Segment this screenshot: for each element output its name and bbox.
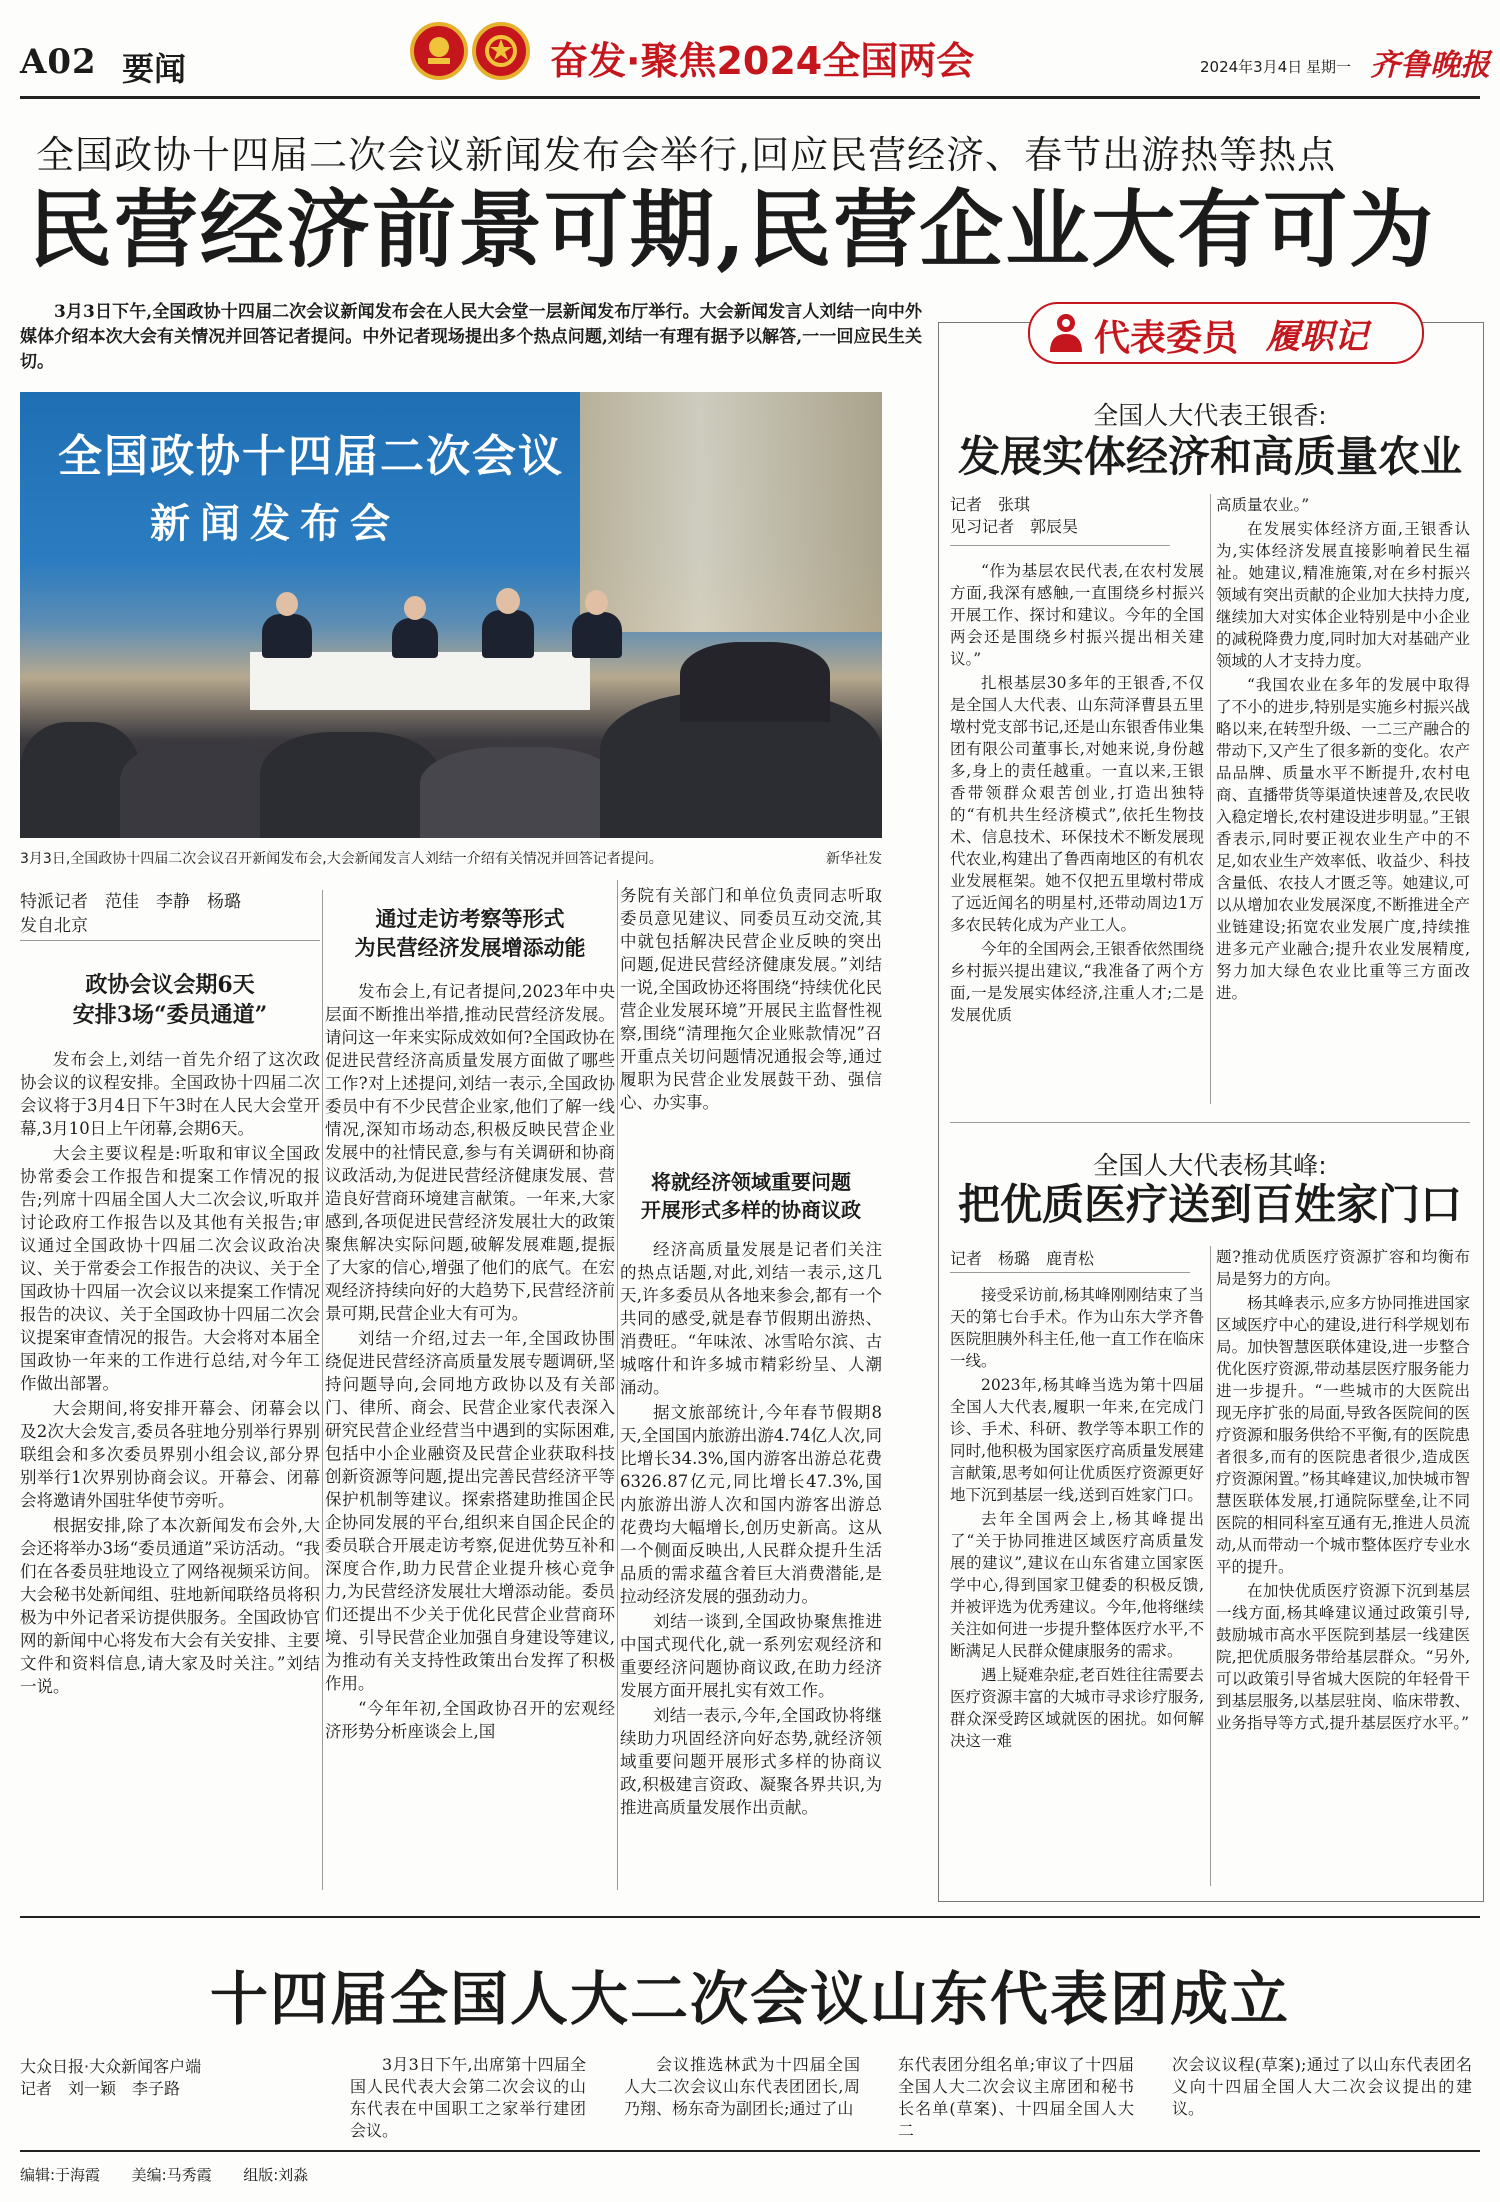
col1-subhead: 政协会议会期6天 安排3场“委员通道”: [72, 972, 268, 1028]
bottom-byline: 大众日报·大众新闻客户端 记者 刘一颖 李子路: [20, 2057, 202, 2098]
col3-body-a: [620, 884, 882, 1116]
footer-rule: [20, 2150, 1480, 2152]
photo-crowd: [680, 642, 830, 722]
paragraph: 发布会上,有记者提问,2023年中央层面不断推出举措,推动民营经济发展。请问这一年来实际成效如何?全国政协在促进民营经济高质量发展方面做了哪些工作?对上述提问,刘结一表示,全国政协委员中有不少民营企业家,他们了解一线情况,深知市场动态,积极反映民营企业发展中的社情民意,参与有关调研和协商议政活动,为促进民营经济健康发展、营造良好营商环境建言献策。一年来,大家感到,各项促进民营经济发展壮大的政策聚焦解决实际问题,破解发展难题,提振了大家的信心,增强了他们的底气。在宏观经济持续向好的大趋势下,民营经济前景可期,民营企业大有可为。: [325, 982, 615, 1323]
footer-designer: 美编:马秀霞: [131, 2166, 212, 2184]
bottom-col-4: 次会议议程(草案);通过了以山东代表团名义向十四届全国人大二次会议提出的建议。: [1172, 2055, 1472, 2118]
photo-person: [482, 610, 534, 658]
paper-name-logo: 齐鲁晚报: [1370, 48, 1490, 83]
photo-person: [262, 614, 312, 658]
col3-subhead: 将就经济领域重要问题 开展形式多样的协商议政: [641, 1170, 861, 1222]
issue-weekday: 星期一: [1306, 58, 1352, 76]
footer-editor: 编辑:于海霞: [20, 2166, 101, 2184]
paragraph: 杨其峰表示,应多方协同推进国家区域医疗中心的建设,进行科学规划布局。加快智慧医联体建设,进一步整合优化医疗资源,带动基层医疗服务能力进一步提升。“一些城市的大医院出现无序扩张的局面,导致各医院间的医疗资源和服务供给不平衡,有的医院患者很多,而有的医院患者很少,造成医疗资源闲置。”杨其峰建议,加快城市智慧医联体发展,打通院际壁垒,让不同医院的相同科室互通有无,推进人员流动,从而带动一个城市整体医疗专业水平的提升。: [1216, 1294, 1470, 1576]
photo-podium: [250, 652, 590, 710]
col3-body-b: [620, 1238, 882, 1821]
story2-byline-rule: [950, 1272, 1190, 1273]
footer-proofreader: 组版:刘淼: [243, 2166, 309, 2184]
lead-byline: 特派记者 范佳 李静 杨璐 发自北京: [20, 892, 241, 936]
cppcc-emblem-icon: [472, 22, 530, 80]
national-emblem-icon: [410, 22, 468, 80]
column-divider: [617, 880, 618, 1890]
story1-kicker: 全国人大代表王银香:: [1093, 401, 1327, 430]
story1-right-body: [1216, 494, 1470, 1006]
paragraph: “作为基层农民代表,在农村发展方面,我深有感触,一直围绕乡村振兴开展工作、探讨和建议。今年的全国两会还是围绕乡村振兴提出相关建议。”: [950, 562, 1204, 668]
paragraph: 遇上疑难杂症,老百姓往往需要去医疗资源丰富的大城市寻求诊疗服务,群众深受跨区域就医的困扰。如何解决这一难: [950, 1666, 1204, 1750]
paragraph: 在加快优质医疗资源下沉到基层一线方面,杨其峰建议通过政策引导,鼓励城市高水平医院到基层一线建医院,把优质服务带给基层群众。“另外,可以政策引导省城大医院的年轻骨干到基层服务,以基层驻岗、临床带教、业务指导等方式,提升基层医疗水平。”: [1216, 1582, 1470, 1732]
paragraph: 据文旅部统计,今年春节假期8天,全国国内旅游出游4.74亿人次,同比增长34.3%,国内游客出游总花费6326.87亿元,同比增长47.3%,国内旅游出游人次和国内游客出游总花费均大幅增长,创历史新高。这从一个侧面反映出,人民群众提升生活品质的需求蕴含着巨大消费潜能,是拉动经济发展的强劲动力。: [620, 1403, 882, 1606]
story-separator: [950, 1122, 1470, 1123]
bottom-headline: 十四届全国人大二次会议山东代表团成立: [209, 1965, 1290, 2033]
photo-backdrop-title-2: 新闻发布会: [150, 500, 400, 547]
story2-right-body: [1216, 1246, 1470, 1736]
paragraph: 扎根基层30多年的王银香,不仅是全国人大代表、山东菏泽曹县五里墩村党支部书记,还是山东银香伟业集团有限公司董事长,对她来说,身份越多,身上的责任越重。一直以来,王银香带领群众艰苦创业,打造出独特的“有机共生经济模式”,依托生物技术、信息技术、环保技术不断发展现代农业,构建出了鲁西南地区的有机农业发展框架。她不仅把五里墩村带成了远近闻名的明星村,还带动周边1万多农民转化成为产业工人。: [950, 674, 1204, 934]
col2-body: [325, 980, 615, 1745]
story1-headline: 发展实体经济和高质量农业: [957, 432, 1462, 481]
masthead-rule: [20, 96, 1480, 99]
paragraph: 根据安排,除了本次新闻发布会外,大会还将举办3场“委员通道”采访活动。“我们在各委员驻地设立了网络视频采访间。大会秘书处新闻组、驻地新闻联络员将积极为中外记者采访提供服务。全国政协官网的新闻中心将发布大会有关安排、主要文件和资料信息,请大家及时关注。”刘结一说。: [20, 1516, 320, 1696]
paragraph: 高质量农业。”: [1216, 496, 1310, 514]
paragraph: “我国农业在多年的发展中取得了不小的进步,特别是实施乡村振兴战略以来,在转型升级、一二三产融合的带动下,又产生了很多新的变化。农产品品牌、质量水平不断提升,农村电商、直播带货等渠道快速普及,农民收入稳定增长,农村建设进步明显。”王银香表示,同时要正视农业生产中的不足,如农业生产效率低、收益少、科技含量低、农技人才匮乏等。她建议,可以从增加农业发展深度,不断推进全产业链建设;拓宽农业发展广度,持续推进多元产业融合;提升农业发展精度,努力加大绿色农业比重等三方面改进。: [1216, 676, 1470, 1002]
story1-left-body: [950, 560, 1204, 1028]
masthead: [0, 0, 1500, 100]
story1-byline-rule: [950, 545, 1170, 546]
footer-credits: [20, 2164, 308, 2185]
paragraph: 在发展实体经济方面,王银香认为,实体经济发展直接影响着民生福祉。她建议,精准施策,对在乡村振兴领域有突出贡献的企业加大扶持力度,继续加大对实体企业特别是中小企业的减税降费力度,同时加大对基础产业领域的人才支持力度。: [1216, 520, 1470, 670]
col1-body: [20, 1048, 320, 1700]
lead-intro: 3月3日下午,全国政协十四届二次会议新闻发布会在人民大会堂一层新闻发布厅举行。大会新闻发言人刘结一向中外媒体介绍本次大会有关情况并回答记者提问。中外记者现场提出多个热点问题,刘结一有理有据予以解答,一一回应民生关切。: [20, 302, 922, 372]
bottom-top-rule: [20, 1916, 1480, 1918]
photo-curtain: [580, 392, 882, 632]
paragraph: “今年年初,全国政协召开的宏观经济形势分析座谈会上,国: [325, 1699, 615, 1741]
photo-caption: 3月3日,全国政协十四届二次会议召开新闻发布会,大会新闻发言人刘结一介绍有关情况并回答记者提问。 新华社发: [20, 848, 882, 868]
bottom-col-3: 东代表团分组名单;审议了十四届全国人大二次会议主席团和秘书长名单(草案)、十四届全国人大二: [898, 2055, 1134, 2140]
paragraph: 题?推动优质医疗资源扩容和均衡布局是努力的方向。: [1216, 1248, 1470, 1288]
lead-kicker: 全国政协十四届二次会议新闻发布会举行,回应民营经济、春节出游热等热点: [36, 133, 1337, 177]
paragraph: 务院有关部门和单位负责同志听取委员意见建议、同委员互动交流,其中就包括解决民营企业反映的突出问题,促进民营经济健康发展。”刘结一说,全国政协还将围绕“持续优化民营企业发展环境”开展民主监督性视察,围绕“清理拖欠企业账款情况”召开重点关切问题情况通报会等,通过履职为民营企业发展鼓干劲、强信心、办实事。: [620, 886, 882, 1112]
paragraph: 刘结一谈到,全国政协聚焦推进中国式现代化,就一系列宏观经济和重要经济问题协商议政,在助力经济发展方面开展扎实有效工作。: [620, 1612, 882, 1700]
press-conference-photo: [20, 392, 882, 838]
sidebar-inner-divider: [1210, 494, 1211, 1104]
photo-credit: 新华社发: [826, 851, 882, 867]
paragraph: 2023年,杨其峰当选为第十四届全国人大代表,履职一年来,在完成门诊、手术、科研、教学等本职工作的同时,他积极为国家医疗高质量发展建言献策,思考如何让优质医疗资源更好地下沉到基层一线,送到百姓家门口。: [950, 1376, 1204, 1504]
photo-crowd: [120, 742, 280, 838]
paragraph: 今年的全国两会,王银香依然围绕乡村振兴提出建议,“我准备了两个方面,一是发展实体经济,注重人才;二是发展优质: [950, 940, 1204, 1024]
paragraph: 去年全国两会上,杨其峰提出了“关于协同推进区域医疗高质量发展的建议”,建议在山东省建立国家医学中心,得到国家卫健委的积极反馈,并被评选为优秀建议。今年,他将继续关注如何进一步提升整体医疗水平,不断满足人民群众健康服务的需求。: [950, 1510, 1204, 1660]
paragraph: 经济高质量发展是记者们关注的热点话题,对此,刘结一表示,这几天,许多委员从各地来参会,都有一个共同的感受,就是春节假期出游热、消费旺。“年味浓、冰雪哈尔滨、古城喀什和许多城市精彩纷呈、人潮涌动。: [620, 1240, 882, 1397]
story2-left-body: [950, 1284, 1204, 1754]
section-label: 要闻: [122, 50, 187, 88]
story2-headline: 把优质医疗送到百姓家门口: [957, 1180, 1462, 1229]
lead-headline: 民营经济前景可期,民营企业大有可为: [28, 180, 1436, 279]
photo-person-head: [496, 588, 520, 614]
page-code: A02: [20, 42, 97, 82]
sidebar-badge: [1028, 302, 1424, 364]
bottom-col-2: 会议推选林武为十四届全国人大二次会议山东代表团团长,周乃翔、杨东奇为副团长;通过了山: [624, 2055, 860, 2118]
paragraph: 接受采访前,杨其峰刚刚结束了当天的第七台手术。作为山东大学齐鲁医院胆胰外科主任,他一直工作在临床一线。: [950, 1286, 1204, 1370]
photo-crowd: [420, 747, 620, 838]
photo-backdrop-title-1: 全国政协十四届二次会议: [58, 431, 564, 482]
issue-date: 2024年3月4日: [1200, 58, 1303, 76]
badge-main-label: 代表委员: [1094, 317, 1239, 359]
badge-script-label: 履职记: [1266, 317, 1368, 357]
photo-person: [572, 612, 622, 658]
photo-person-head: [585, 590, 608, 615]
paragraph: 大会主要议程是:听取和审议全国政协常委会工作报告和提案工作情况的报告;列席十四届全国人大二次会议,听取并讨论政府工作报告以及其他有关报告;审议通过全国政协十四届二次会议政治决议、关于常委会工作报告的决议、关于全国政协十四届一次会议以来提案工作情况报告的决议、关于全国政协十四届二次会议提案审查情况的报告。大会将对本届全国政协一年来的工作进行总结,对今年工作做出部署。: [20, 1144, 320, 1393]
photo-person-head: [404, 596, 426, 620]
paragraph: 刘结一介绍,过去一年,全国政协围绕促进民营经济高质量发展专题调研,坚持问题导向,会同地方政协以及有关部门、律所、商会、民营企业家代表深入研究民营企业经营当中遇到的实际困难,包括中小企业融资及民营企业获取科技创新资源等问题,提出完善民营经济平等保护机制等建议。探索搭建助推国企民企协同发展的平台,组织来自国企民企的委员联合开展走访考察,促进优势互补和深度合作,助力民营企业提升核心竞争力,为民营经济发展壮大增添动能。委员们还提出不少关于优化民营企业营商环境、引导民营企业加强自身建设等建议,为推动有关支持性政策出台发挥了积极作用。: [325, 1329, 615, 1693]
story1-byline: 记者 张琪 见习记者 郭辰昊: [950, 495, 1079, 536]
sidebar-inner-divider: [1210, 1246, 1211, 1886]
col2-subhead: 通过走访考察等形式 为民营经济发展增添动能: [354, 906, 586, 960]
paragraph: 大会期间,将安排开幕会、闭幕会以及2次大会发言,委员各驻地分别举行界别联组会和多次委员界别小组会议,部分界别举行1次界别协商会议。开幕会、闭幕会将邀请外国驻华使节旁听。: [20, 1399, 320, 1510]
banner: 奋发·聚焦2024全国两会: [550, 39, 975, 83]
people-icon: [1044, 312, 1088, 354]
paragraph: 刘结一表示,今年,全国政协将继续助力巩固经济向好态势,就经济领域重要问题开展形式多样的协商议政,积极建言资政、凝聚各界共识,为推进高质量发展作出贡献。: [620, 1706, 882, 1817]
photo-person-head: [276, 592, 298, 616]
photo-crowd: [260, 732, 440, 838]
photo-person: [392, 618, 438, 658]
bottom-col-1: 3月3日下午,出席第十四届全国人民代表大会第二次会议的山东代表在中国职工之家举行建团会议。: [350, 2055, 586, 2140]
byline-rule: [20, 940, 320, 941]
column-divider: [322, 890, 323, 1890]
story2-kicker: 全国人大代表杨其峰:: [1093, 1151, 1327, 1180]
paragraph: 发布会上,刘结一首先介绍了这次政协会议的议程安排。全国政协十四届二次会议将于3月4日下午3时在人民大会堂开幕,3月10日上午闭幕,会期6天。: [20, 1050, 320, 1138]
story2-byline: 记者 杨璐 鹿青松: [950, 1249, 1095, 1268]
